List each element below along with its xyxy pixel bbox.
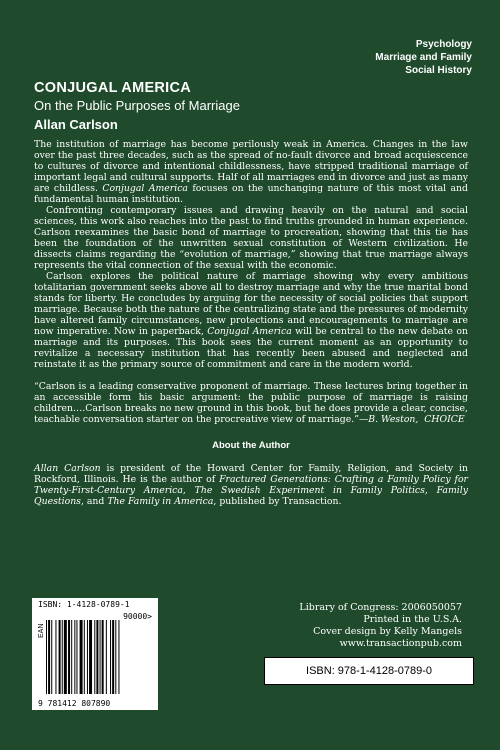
barcode-bar — [110, 620, 111, 694]
p1-book-title: Conjugal America — [102, 183, 188, 194]
paragraph-2: Confronting contemporary issues and drawing heavily on the natural and social sciences, this work also reaches into the past to find truths grounded in human experience. Carlson reexamines the basic bond of marriage to procreation, showing that this tie has been the foundation of the unwritten sexual constitution of Western civilization. He dissects claims regarding the “evolution of marriage,” showing that true marriage always represents the vital connection of the sexual with the economic. — [34, 205, 468, 271]
barcode-bar — [96, 620, 98, 694]
about-text-a: is president of the Howard Center for Family, Religion, and Society in Rockford, Illinois. He is the author of — [34, 463, 469, 485]
p3-book-title: Conjugal America — [207, 326, 292, 337]
title-block — [34, 80, 474, 133]
review-quote — [34, 381, 468, 425]
about-book-3: Family Questions — [34, 485, 468, 507]
subject-categories — [375, 38, 472, 77]
p1-text-a: The institution of marriage has become perilously weak in America. Changes in the law over the past three decades, such as the spread of no-fault divorce and broad acquiescence to cultures of divorce and intentional childlessness, have stripped traditional marriage of important legal and cultural supports. Half of all marriages end in divorce and just as many are childless. — [34, 139, 468, 194]
barcode-bar — [100, 620, 101, 694]
barcode-bar — [55, 620, 56, 694]
barcode-bar — [71, 620, 72, 694]
description-body — [34, 139, 468, 507]
about-author-text — [34, 463, 468, 507]
barcode-bar — [115, 620, 116, 694]
publisher-url: www.transactionpub.com — [339, 638, 462, 649]
about-sep-3: , and — [80, 496, 108, 507]
barcode-ean-label: EAN — [38, 623, 45, 638]
p3-text-a: Carlson explores the political nature of marriage showing why every ambitious totalitarian government seeks above all to destroy marriage and why the true marital bond stands for liberty. He concludes by arguing for the necessity of social policies that support marriage. Because both the nature of the centralizing state and the pressures of modernity have altered family circumstances, new protections and encouragements to marriage are now imperative. Now in paperback, — [34, 271, 468, 337]
barcode-bar — [46, 620, 47, 694]
barcode-bar — [112, 620, 114, 694]
about-author-heading: About the Author — [212, 440, 290, 451]
quote-text: “Carlson is a leading conservative proponent of marriage. These lectures bring together in an accessible form his basic argument: the public purpose of marriage is raising children….Carlson breaks no new ground in this book, but he does provide a clear, concise, teachable conversation starter on the procreative view of marriage.” — [34, 381, 468, 425]
barcode-bar — [59, 620, 61, 694]
library-of-congress: Library of Congress: 2006050057 — [299, 602, 462, 613]
about-text-b: , published by Transaction. — [213, 496, 342, 507]
isbn-13-box — [264, 657, 474, 685]
barcode-bar — [48, 620, 50, 694]
barcode-bar — [74, 620, 75, 694]
isbn-13: ISBN: 978-1-4128-0789-0 — [306, 665, 432, 677]
barcode-bar — [94, 620, 95, 694]
paragraph-1 — [34, 139, 468, 205]
category-psychology: Psychology — [415, 39, 472, 50]
quote-publication: CHOICE — [424, 414, 465, 425]
about-book-2: The Swedish Experiment in Family Politics — [194, 485, 425, 496]
barcode-isbn: ISBN: 1-4128-0789-1 — [38, 600, 130, 609]
category-marriage-family: Marriage and Family — [375, 52, 472, 63]
book-subtitle: On the Public Purposes of Marriage — [34, 98, 240, 113]
barcode-bars — [46, 620, 150, 694]
about-book-1: Fractured Generations: Crafting a Family Policy for Twenty-First-Century America — [34, 474, 468, 496]
barcode-bar — [76, 620, 77, 694]
quote-dash: — — [358, 414, 369, 425]
barcode-bar — [68, 620, 70, 694]
barcode-bar — [80, 620, 83, 694]
barcode-bar — [89, 620, 92, 694]
about-sep-2: , — [424, 485, 437, 496]
barcode-bar — [84, 620, 85, 694]
p3-text-b: will be central to the new debate on marriage and its purposes. This book sees the current moment as an opportunity to revitalize a necessary institution that has recently been abused and neglected and reinstate it as the primary source of commitment and care in the modern world. — [34, 326, 468, 370]
about-sep-1: , — [182, 485, 195, 496]
barcode-bar — [87, 620, 88, 694]
barcode-bar — [118, 620, 119, 694]
barcode-price-code: 90000> — [123, 612, 152, 621]
about-book-4: The Family in America — [107, 496, 214, 507]
printed-in: Printed in the U.S.A. — [363, 614, 462, 625]
barcode — [32, 598, 158, 710]
barcode-bar — [51, 620, 52, 694]
barcode-bar — [102, 620, 104, 694]
p1-text-b: focuses on the unchanging nature of this most vital and fundamental human institution. — [34, 183, 468, 205]
publisher-info — [262, 602, 462, 650]
book-title: CONJUGAL AMERICA — [34, 80, 192, 96]
barcode-bar — [62, 620, 63, 694]
about-author-name: Allan Carlson — [34, 463, 101, 474]
cover-design: Cover design by Kelly Mangels — [313, 626, 462, 637]
barcode-digits: 9 781412 807890 — [38, 699, 111, 708]
paragraph-3 — [34, 271, 468, 370]
barcode-bar — [106, 620, 107, 694]
barcode-bar — [64, 620, 67, 694]
book-author: Allan Carlson — [34, 117, 118, 132]
quote-reviewer: B. Weston, — [368, 414, 419, 425]
category-social-history: Social History — [405, 65, 472, 76]
